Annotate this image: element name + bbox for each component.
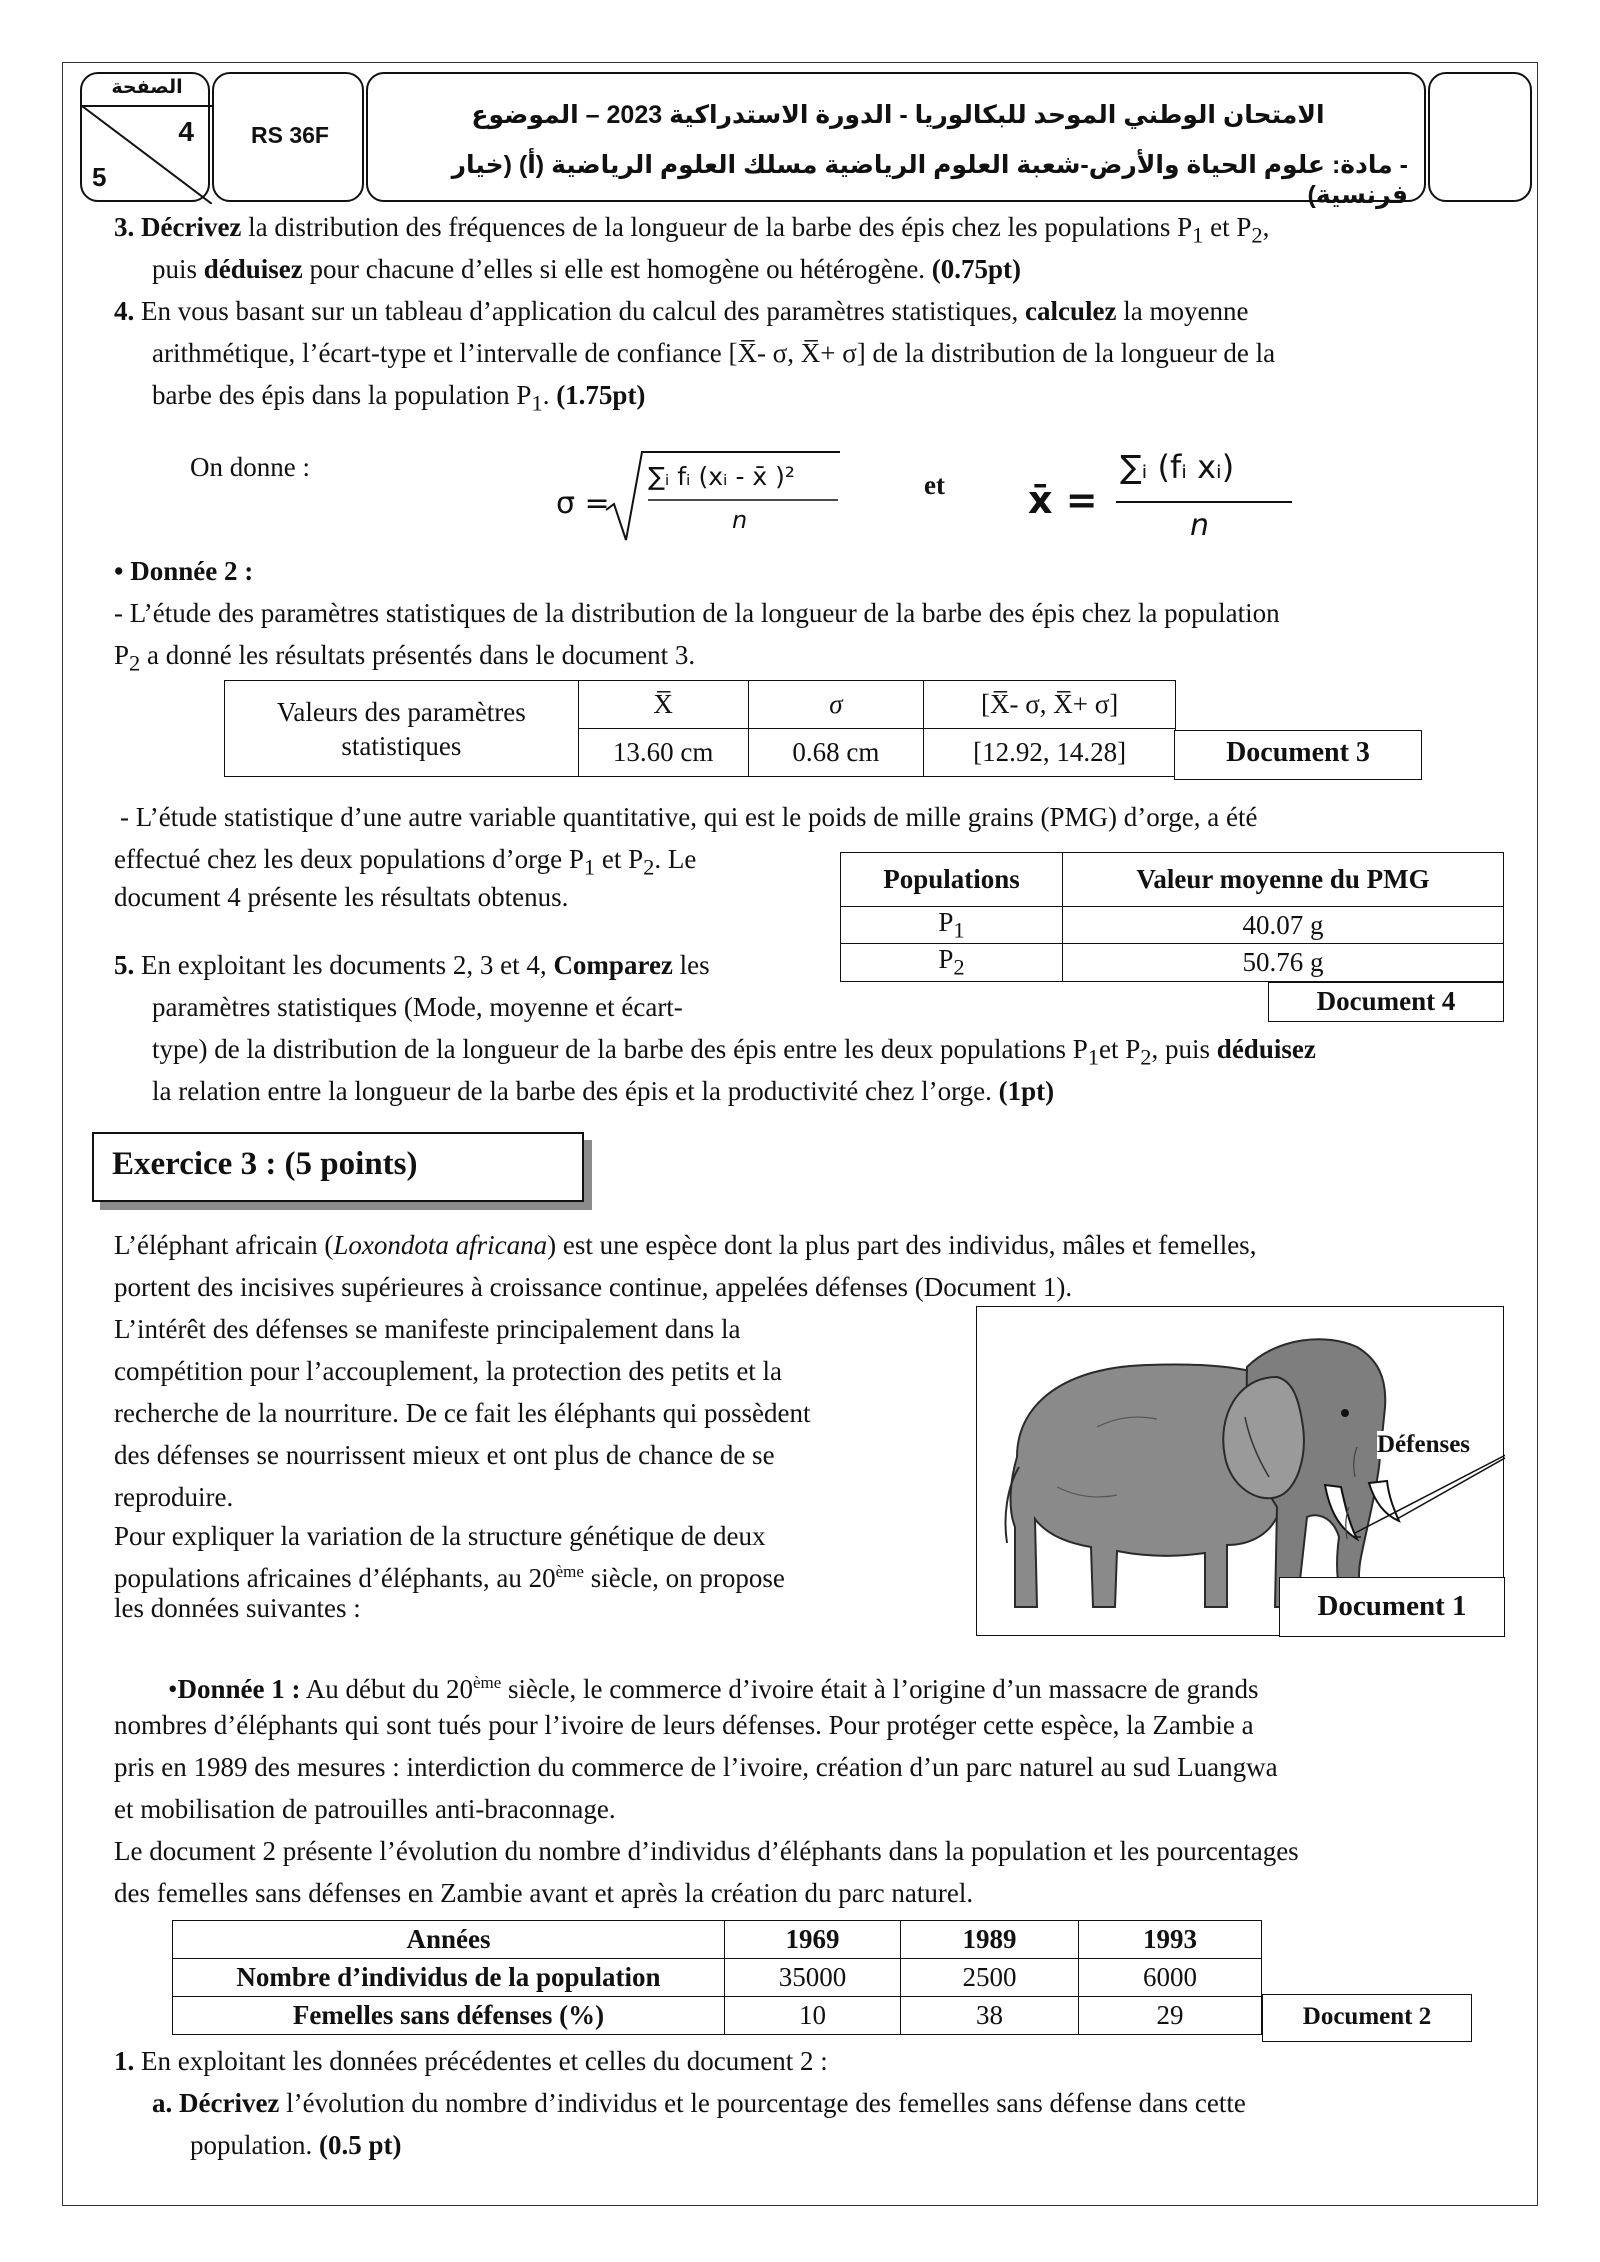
pmg-line2: effectué chez les deux populations d’orge $P_1$ et $P_2$. Le: [114, 844, 697, 880]
question-4: 4. En vous basant sur un tableau d’application du calcul des paramètres statistiques, calculez la moyenne: [114, 296, 1249, 326]
exercise-3-title-box: [92, 1132, 584, 1202]
females-1989: 38: [901, 1997, 1079, 2035]
pmg-p1: 40.07 g: [1063, 907, 1504, 944]
exercise-3-intro-line2: portent des incisives supérieures à croissance continue, appelées défenses (Document 1).: [114, 1272, 1073, 1302]
tusk-interest-line1: L’intérêt des défenses se manifeste principalement dans la: [114, 1314, 741, 1344]
mean-lhs: x̄ =: [1028, 478, 1098, 522]
question-1: 1. En exploitant les données précédentes et celles du document 2 :: [114, 2046, 828, 2076]
population-1969: 35000: [725, 1959, 901, 1997]
code-box: [212, 72, 364, 202]
blank-box: [1428, 72, 1532, 202]
tusks-annotation: Défenses: [1377, 1431, 1471, 1458]
header-mean: X̅: [578, 681, 748, 729]
year-1989: 1989: [901, 1921, 1079, 1959]
mean-fraction-bar: [1116, 500, 1296, 504]
pmg-line1: - L’étude statistique d’une autre variable quantitative, qui est le poids de mille grains (PMG) d’orge, a été: [120, 802, 1258, 832]
question-4-line3: barbe des épis dans la population $P_1$. (1.75pt): [152, 380, 646, 416]
value-sigma: 0.68 cm: [748, 729, 924, 777]
tusk-interest-line2: compétition pour l’accouplement, la protection des petits et la: [114, 1356, 783, 1386]
tusk-interest-line5: reproduire.: [114, 1482, 234, 1512]
document-4-table: [840, 852, 1504, 982]
tusk-interest-line4: des défenses se nourrissent mieux et ont plus de chance de se: [114, 1440, 775, 1470]
females-1969: 10: [725, 1997, 901, 2035]
question-5-line4: la relation entre la longueur de la barbe des épis et la productivité chez l’orge. (1pt): [152, 1076, 1055, 1106]
value-mean: 13.60 cm: [578, 729, 748, 777]
exercise-3-title: Exercice 3 : (5 points): [112, 1146, 418, 1182]
females-1993: 29: [1079, 1997, 1262, 2035]
year-1993: 1993: [1079, 1921, 1262, 1959]
question-3: 3. Décrivez la distribution des fréquences de la longueur de la barbe des épis chez les populations $P_1$ et $P_2$,: [114, 212, 1270, 248]
document-4-label: Document 4: [1268, 982, 1504, 1022]
population-p1: $P_1$: [841, 907, 1063, 944]
pmg-p2: 50.76 g: [1063, 944, 1504, 981]
question-1a-line2: population. (0.5 pt): [190, 2130, 402, 2160]
page-number-box: [80, 72, 210, 202]
question-4-line2: arithmétique, l’écart-type et l’intervalle de confiance [X̅- σ, X̅+ σ] de la distribution de la longueur de la: [152, 338, 1276, 368]
exam-code: RS 36F: [251, 122, 329, 148]
formula-intro: On donne :: [190, 452, 310, 482]
subject-line: - مادة: علوم الحياة والأرض-شعبة العلوم الرياضية مسلك العلوم الرياضية (أ) (خيار فرنسية): [451, 151, 1408, 209]
mean-denominator: n: [1190, 508, 1210, 543]
page-label: الصفحة: [111, 77, 183, 98]
document-2-table: [172, 1920, 1262, 2035]
pmg-line3: document 4 présente les résultats obtenus.: [114, 882, 569, 912]
mean-numerator: ∑ᵢ (fᵢ xᵢ): [1120, 448, 1235, 486]
sigma-denominator: n: [732, 506, 748, 534]
population-1993: 6000: [1079, 1959, 1262, 1997]
donnee-1-line5: Le document 2 présente l’évolution du nombre d’individus d’éléphants dans la population et les pourcentages: [114, 1836, 1299, 1866]
population-1989: 2500: [901, 1959, 1079, 1997]
row-label-years: Années: [173, 1921, 725, 1959]
tusk-interest-line3: recherche de la nourriture. De ce fait les éléphants qui possèdent: [114, 1398, 811, 1428]
explain-line2: populations africaines d’éléphants, au 20ème siècle, on propose: [114, 1562, 785, 1593]
header-pmg: Valeur moyenne du PMG: [1063, 853, 1504, 907]
question-5-line3: type) de la distribution de la longueur de la barbe des épis entre les deux populations $P_1et$ $P_2$, puis déduisez: [152, 1034, 1316, 1070]
donnee-1-line4: et mobilisation de patrouilles anti-braconnage.: [114, 1794, 616, 1824]
year-1969: 1969: [725, 1921, 901, 1959]
document-3-label: Document 3: [1174, 730, 1422, 780]
donnee-1-line6: des femelles sans défenses en Zambie avant et après la création du parc naturel.: [114, 1878, 974, 1908]
sigma-lhs: σ =: [556, 486, 610, 521]
formula-and: et: [924, 470, 945, 500]
explain-line3: les données suivantes :: [114, 1593, 361, 1623]
param-row-header: Valeurs des paramètres statistiques: [225, 681, 579, 777]
exam-title: الامتحان الوطني الموحد للبكالوريا - الدورة الاستدراكية 2023 – الموضوع: [471, 101, 1325, 129]
donnee-1-line2: nombres d’éléphants qui sont tués pour l’ivoire de leurs défenses. Pour protéger cette espèce, la Zambie a: [114, 1710, 1254, 1740]
header-sigma: σ: [748, 681, 924, 729]
donnee-2-title: • Donnée 2 :: [114, 556, 254, 586]
value-interval: [12.92, 14.28]: [924, 729, 1176, 777]
page-total: 5: [92, 162, 107, 192]
explain-line1: Pour expliquer la variation de la structure génétique de deux: [114, 1521, 766, 1551]
donnee-1-line1: •Donnée 1 : Au début du 20ème siècle, le commerce d’ivoire était à l’origine d’un massacre de grands: [168, 1673, 1259, 1704]
document-3-table: [224, 680, 1176, 777]
exercise-3-intro-line1: L’éléphant africain (Loxondota africana) est une espèce dont la plus part des individus, mâles et femelles,: [114, 1230, 1257, 1260]
donnee-2-line1: - L’étude des paramètres statistiques de la distribution de la longueur de la barbe des épis chez la population: [114, 598, 1280, 628]
document-1-frame: [976, 1306, 1504, 1636]
row-label-population: Nombre d’individus de la population: [173, 1959, 725, 1997]
row-label-females: Femelles sans défenses (%): [173, 1997, 725, 2035]
question-5-line2: paramètres statistiques (Mode, moyenne et écart-: [152, 992, 683, 1022]
population-p2: $P_2$: [841, 944, 1063, 981]
donnee-1-line3: pris en 1989 des mesures : interdiction du commerce de l’ivoire, création d’un parc naturel au sud Luangwa: [114, 1752, 1278, 1782]
question-5: 5. En exploitant les documents 2, 3 et 4, Comparez les: [114, 950, 710, 980]
question-3-line2: puis déduisez pour chacune d’elles si elle est homogène ou hétérogène. (0.75pt): [152, 254, 1022, 284]
title-box: [366, 72, 1426, 209]
document-2-label: Document 2: [1262, 1994, 1472, 2042]
sigma-numerator: ∑ᵢ fᵢ (xᵢ - x̄ )²: [648, 462, 795, 491]
document-1-label: Document 1: [1279, 1577, 1505, 1637]
header-populations: Populations: [841, 853, 1063, 907]
donnee-2-line2: $P_2$ a donné les résultats présentés dans le document 3.: [114, 640, 696, 676]
page-current: 4: [178, 116, 194, 147]
question-1a-line1: a. Décrivez l’évolution du nombre d’individus et le pourcentage des femelles sans défense dans cette: [152, 2088, 1246, 2118]
header-interval: [X̅- σ, X̅+ σ]: [924, 681, 1176, 729]
